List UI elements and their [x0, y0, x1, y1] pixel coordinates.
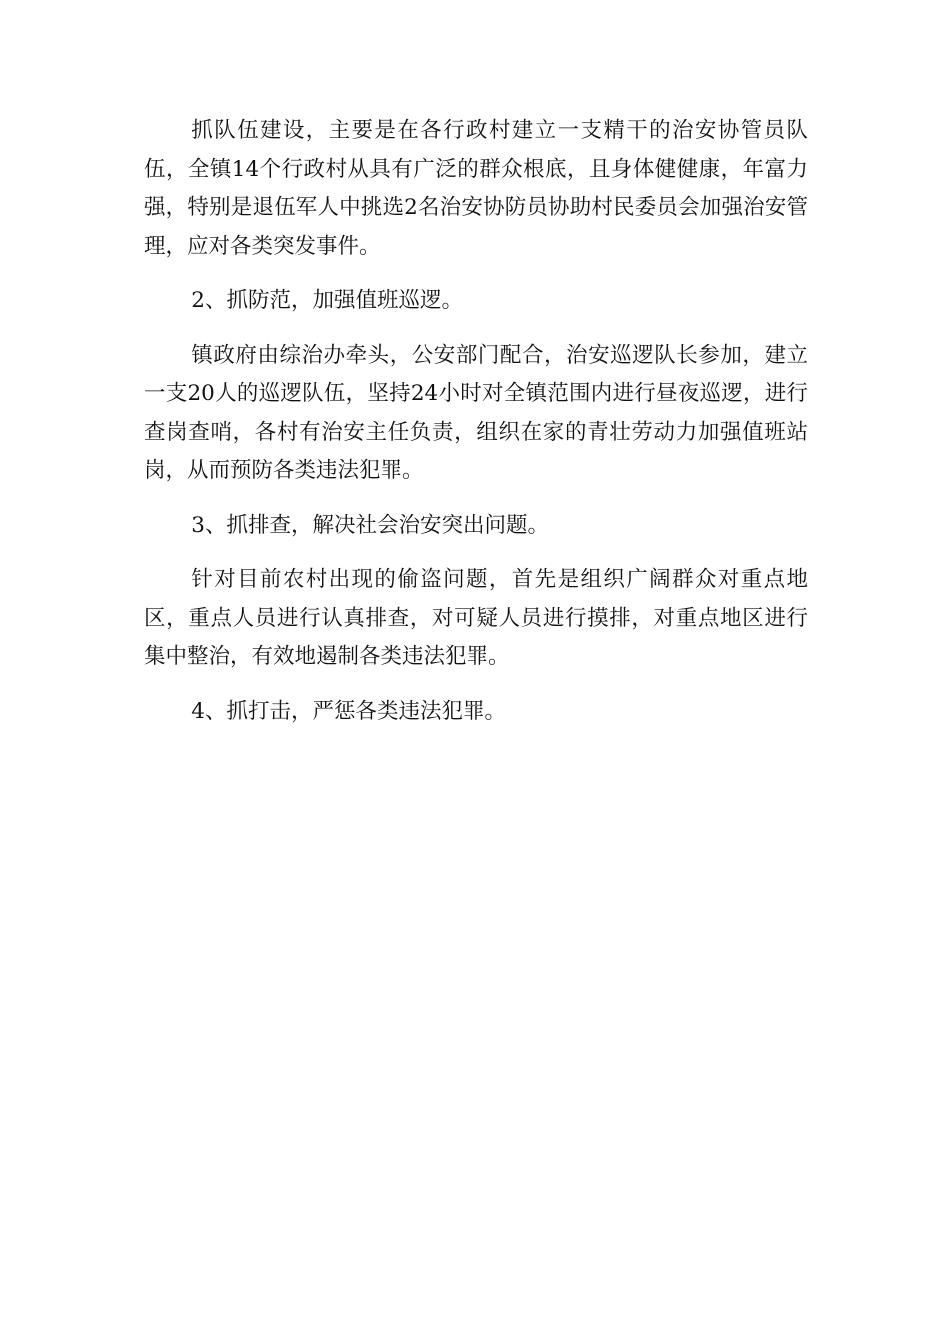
heading-crackdown: 4、抓打击，严惩各类违法犯罪。 [191, 698, 506, 724]
paragraph-patrol: 镇政府由综治办牵头，公安部门配合，治安巡逻队长参加，建立一支20人的巡逻队伍，坚持24小时对全镇范围内进行昼夜巡逻，进行查岗查哨，各村有治安主任负责，组织在家的青壮劳动力加强值班站岗，从而预防各类违法犯罪。 [144, 342, 808, 483]
heading-investigation: 3、抓排查，解决社会治安突出问题。 [191, 512, 549, 538]
paragraph-investigation: 针对目前农村出现的偷盗问题，首先是组织广阔群众对重点地区，重点人员进行认真排查，对可疑人员进行摸排，对重点地区进行集中整治，有效地遏制各类违法犯罪。 [144, 567, 808, 669]
heading-patrol: 2、抓防范，加强值班巡逻。 [191, 288, 463, 313]
document-body [144, 112, 808, 731]
paragraph-team-building: 抓队伍建设，主要是在各行政村建立一支精干的治安协管员队伍，全镇14个行政村从具有广泛的群众根底，且身体健健康，年富力强，特别是退伍军人中挑选2名治安协防员协助村民委员会加强治安管理，应对各类突发事件。 [144, 118, 808, 259]
